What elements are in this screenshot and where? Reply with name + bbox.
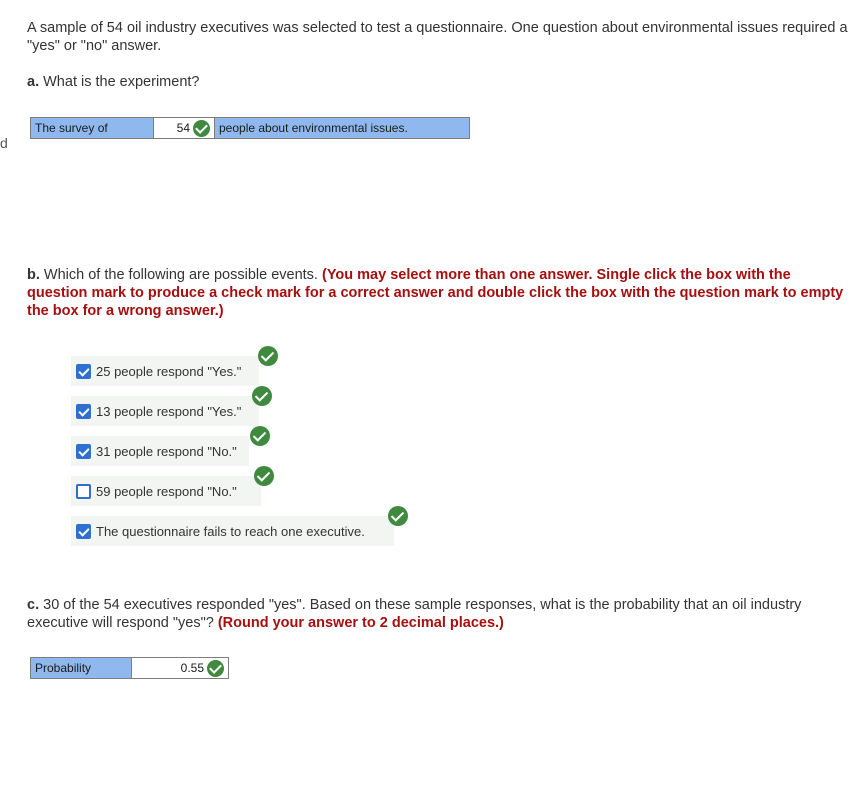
part-a-label: a. [27,74,40,90]
option-1[interactable] [71,356,259,386]
checkbox-checked-icon[interactable] [76,404,91,419]
cropped-edge-text: d [0,135,8,151]
survey-suffix: people about environmental issues. [219,121,408,135]
option-4[interactable] [71,476,261,506]
part-b-instruction: (You may select more than one answer. Single click the box with the question mark to produce a check mark for a correct answer and double click the box with the question mark to empty the box for a wrong answer.) [27,267,844,319]
checkbox-checked-icon[interactable] [76,524,91,539]
part-c-question-text: 30 of the 54 executives responded "yes". Based on these sample responses, what is the probability that an oil industry executive will respond "yes"? [27,597,802,631]
part-a-question [27,73,852,91]
option-5-text: The questionnaire fails to reach one executive. [96,523,365,539]
correct-check-icon [252,386,272,406]
part-a-question-text: What is the experiment? [43,74,200,90]
survey-count-value: 54 [176,121,190,135]
survey-prefix-cell [31,118,153,138]
intro-text: A sample of 54 oil industry executives was selected to test a questionnaire. One question about environmental issues required a "yes" or "no" answer. [27,20,848,54]
survey-count-input[interactable] [153,118,215,138]
option-3[interactable] [71,436,249,466]
part-b-question-text: Which of the following are possible events. [43,267,318,283]
probability-label: Probability [35,661,92,675]
option-3-text: 31 people respond "No." [96,443,237,459]
part-c-question [27,596,852,632]
correct-check-icon [250,426,270,446]
probability-input[interactable] [131,658,228,678]
checkbox-checked-icon[interactable] [76,364,91,379]
survey-prefix: The survey of [35,121,108,135]
option-4-text: 59 people respond "No." [96,483,237,499]
checkbox-empty-icon[interactable] [76,484,91,499]
option-5[interactable] [71,516,394,546]
part-c-instruction: (Round your answer to 2 decimal places.) [217,615,504,631]
probability-label-cell [31,658,131,678]
correct-check-icon [254,466,274,486]
correct-check-icon [258,346,278,366]
correct-check-icon [193,120,210,137]
part-a-answer-table [30,117,470,139]
checkbox-checked-icon[interactable] [76,444,91,459]
correct-check-icon [207,660,224,677]
option-2-text: 13 people respond "Yes." [96,403,242,419]
part-b-label: b. [27,267,40,283]
probability-value: 0.55 [180,661,204,675]
part-c-label: c. [27,597,40,613]
part-b-question [27,266,852,320]
option-2[interactable] [71,396,259,426]
part-c-answer-table [30,657,229,679]
survey-suffix-cell [215,118,469,138]
correct-check-icon [388,506,408,526]
option-1-text: 25 people respond "Yes." [96,363,242,379]
